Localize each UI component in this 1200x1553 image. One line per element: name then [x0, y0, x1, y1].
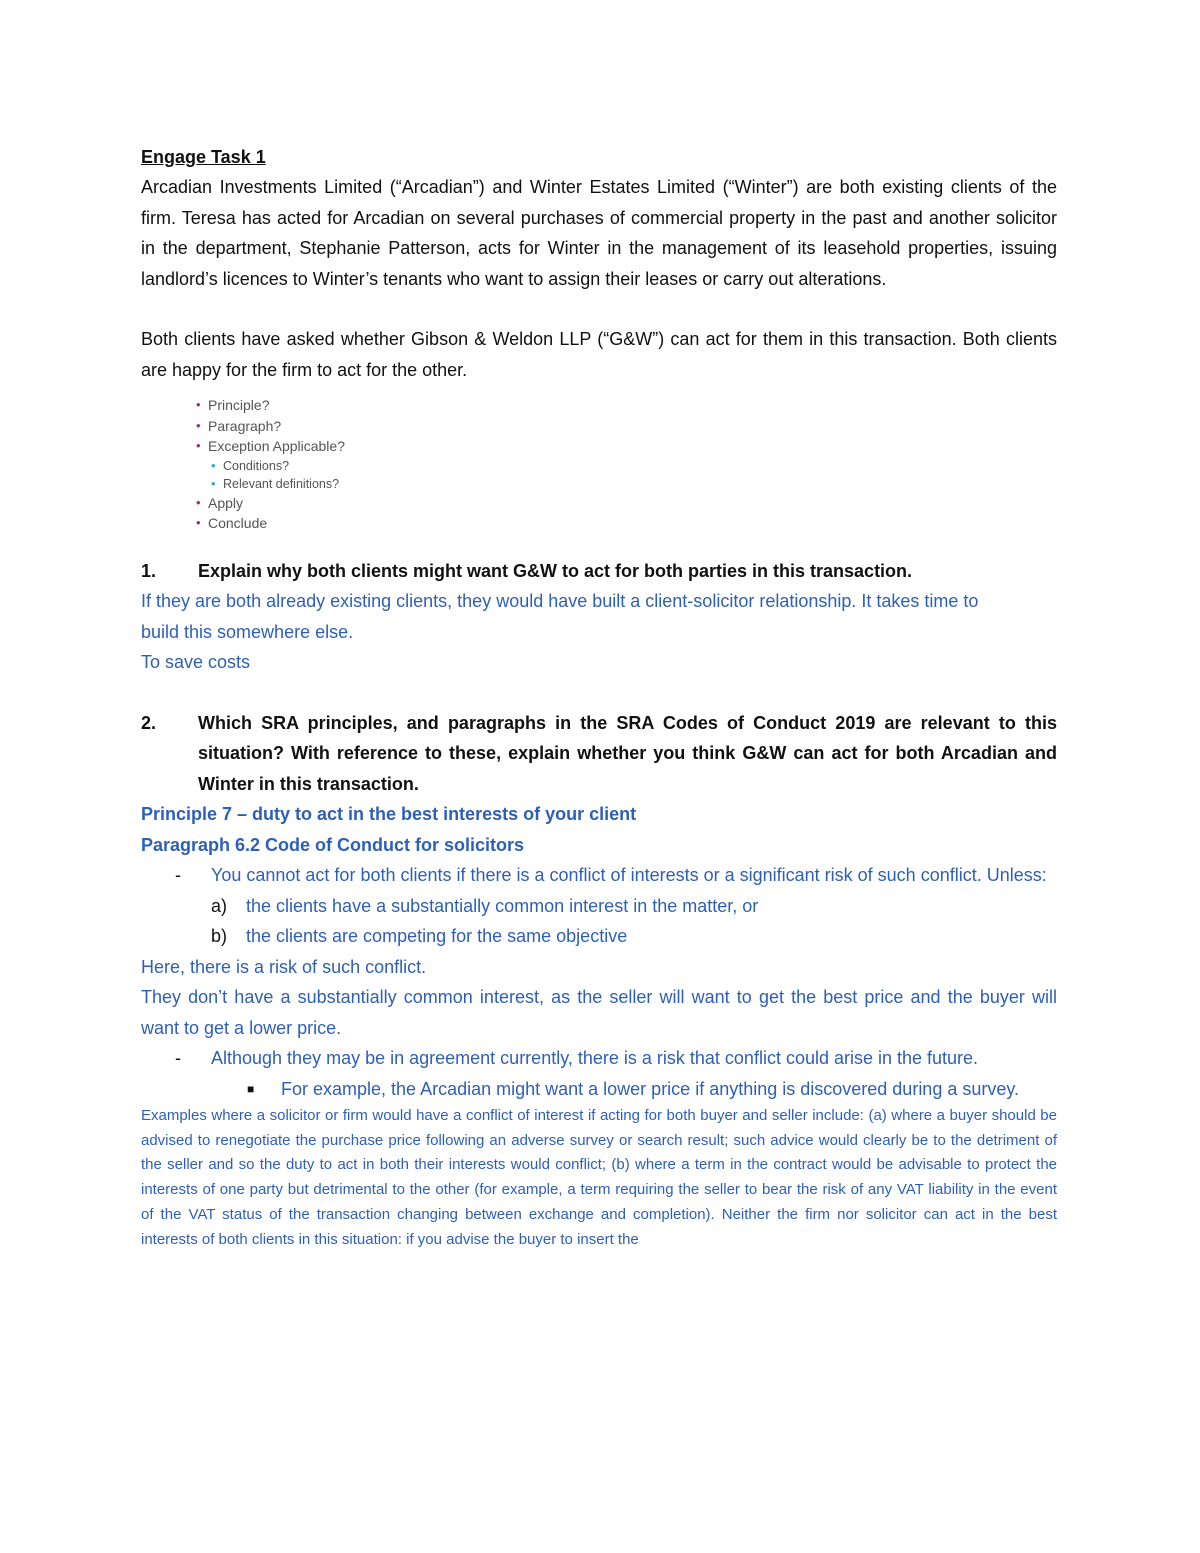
prompt-conditions: • Conditions? — [211, 457, 290, 473]
prompt-principle: • Principle? — [196, 395, 1057, 416]
bullet-icon: • — [196, 397, 201, 412]
bullet-icon: • — [196, 494, 201, 510]
answer-2-paragraph: Paragraph 6.2 Code of Conduct for solicitors — [141, 834, 525, 855]
answer-2-letter-item-a: a) the clients have a substantially common interest in the matter, or — [211, 895, 759, 916]
answer-1-part-a: If they are both already existing clients, they would have built a client-solicitor relationship. It takes time to build this somewhere else. — [141, 591, 979, 642]
question-1-text: Explain why both clients might want G&W to act for both parties in this transaction. — [198, 560, 913, 581]
square-bullet-icon: ■ — [247, 1081, 255, 1096]
answer-2-principle: Principle 7 – duty to act in the best interests of your client — [141, 804, 637, 824]
answer-2-common-interest: They don’t have a substantially common interest, as the seller will want to get the best price and the buyer will want to get a lower price. — [141, 987, 1057, 1038]
bullet-icon: • — [211, 457, 216, 473]
question-2 — [141, 708, 1057, 800]
prompt-exception: • Exception Applicable? — [196, 436, 1057, 457]
answer-2-dash-item-1: - You cannot act for both clients if there is a conflict of interests or a significant risk of such conflict. Unless: — [141, 860, 1057, 891]
question-1-number: 1. — [141, 560, 157, 581]
page-title: Engage Task 1 — [141, 147, 266, 167]
question-2-text: Which SRA principles, and paragraphs in the SRA Codes of Conduct 2019 are relevant to this situation? With reference to these, explain whether you think G&W can act for both Arcadian and Winter in this transaction. — [198, 712, 1057, 794]
question-1 — [141, 556, 1057, 587]
prompt-apply: • Apply — [196, 493, 1057, 514]
bullet-icon: • — [196, 438, 201, 453]
answer-2-letter-item-b: b) the clients are competing for the same objective — [211, 926, 628, 946]
intro-paragraph-2: Both clients have asked whether Gibson & Weldon LLP (“G&W”) can act for them in this transaction. Both clients are happy for the firm to act for the other. — [141, 329, 1057, 380]
prompt-paragraph: • Paragraph? — [196, 416, 1057, 437]
analysis-prompt-list — [196, 395, 1057, 534]
document-content — [141, 142, 1057, 1252]
bullet-icon: • — [211, 475, 216, 491]
answer-2-square-item-1: ■ For example, the Arcadian might want a lower price if anything is discovered during a survey. — [211, 1074, 1057, 1105]
bullet-icon: • — [196, 515, 201, 530]
answer-1-part-b: To save costs — [141, 652, 251, 672]
answer-2-risk-statement: Here, there is a risk of such conflict. — [141, 956, 427, 977]
question-2-number: 2. — [141, 712, 157, 733]
answer-2-examples: Examples where a solicitor or firm would have a conflict of interest if acting for both buyer and seller include: (a) where a buyer should be advised to renegotiate the purchase price following an adverse survey or search result; such advice would clearly be to the detriment of the seller and so the duty to act in both their interests would conflict; (b) where a term in the contract would be advisable to protect the interests of one party but detrimental to the other (for example, a term requiring the seller to bear the risk of any VAT liability in the event of the VAT status of the transaction changing between exchange and completion). Neither the firm nor solicitor can act in the best interests of both clients in this situation: if you advise the buyer to insert the — [141, 1107, 1057, 1248]
prompt-definitions: • Relevant definitions? — [211, 475, 340, 491]
bullet-icon: • — [196, 417, 201, 433]
answer-2-dash-item-2: - Although they may be in agreement currently, there is a risk that conflict could arise in the future. — [141, 1043, 1057, 1074]
prompt-conclude: • Conclude — [196, 513, 1057, 534]
dash-marker: - — [175, 1048, 181, 1068]
intro-paragraph-1: Arcadian Investments Limited (“Arcadian”) and Winter Estates Limited (“Winter”) are both existing clients of the firm. Teresa has acted for Arcadian on several purchases of commercial property in the past and another solicitor in the department, Stephanie Patterson, acts for Winter in the management of its leasehold properties, issuing landlord’s licences to Winter’s tenants who want to assign their leases or carry out alterations. — [141, 177, 1057, 289]
dash-marker: - — [175, 865, 181, 885]
